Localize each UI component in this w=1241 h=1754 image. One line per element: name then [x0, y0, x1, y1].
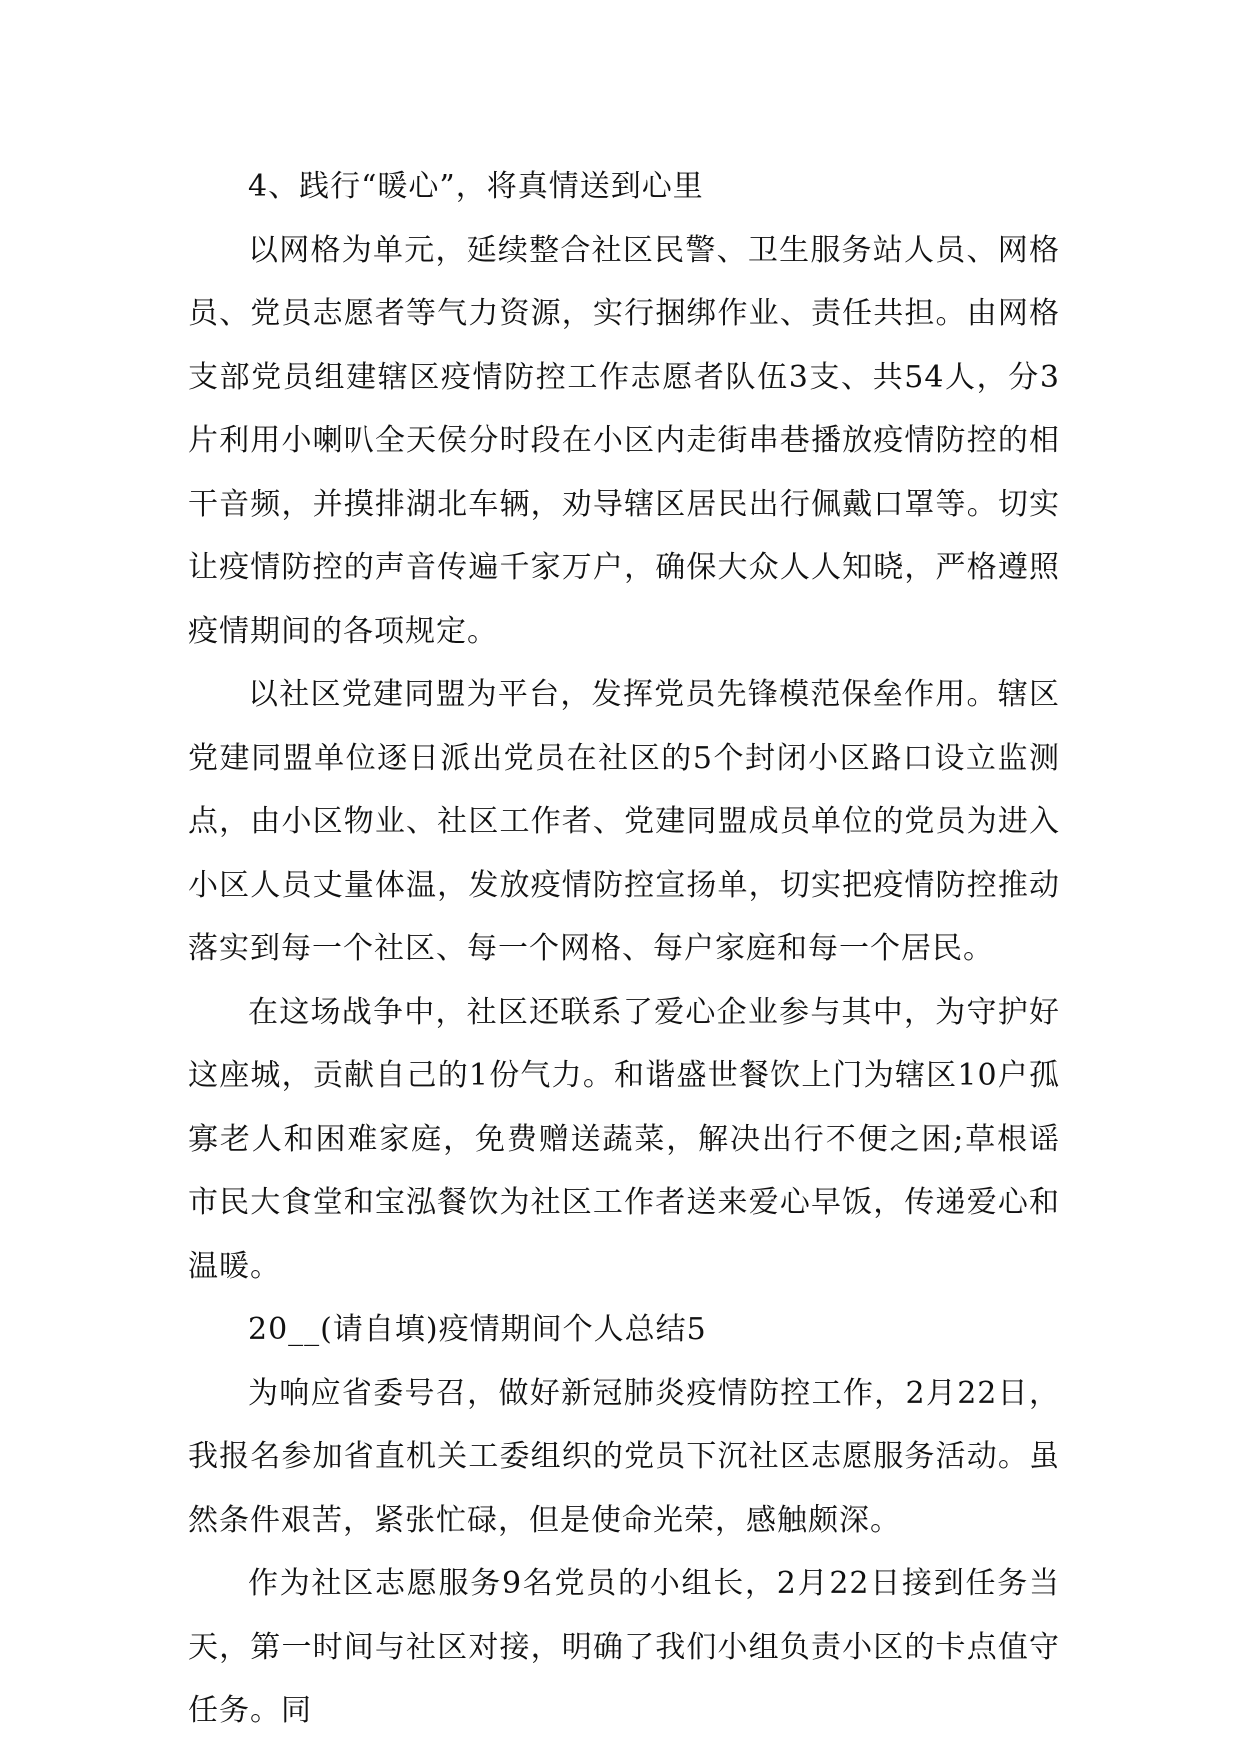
- document-body: [188, 155, 1060, 1743]
- paragraph: 为响应省委号召，做好新冠肺炎疫情防控工作，2月22日，我报名参加省直机关工委组织的党员下沉社区志愿服务活动。虽然条件艰苦，紧张忙碌，但是使命光荣，感触颇深。: [188, 1375, 1060, 1538]
- paragraph: 以社区党建同盟为平台，发挥党员先锋模范保垒作用。辖区党建同盟单位逐日派出党员在社区的5个封闭小区路口设立监测点，由小区物业、社区工作者、党建同盟成员单位的党员为进入小区人员丈量体温，发放疫情防控宣扬单，切实把疫情防控推动落实到每一个社区、每一个网格、每户家庭和每一个居民。: [188, 677, 1060, 966]
- section-title: 20__(请自填)疫情期间个人总结5: [248, 1312, 707, 1347]
- paragraph: 作为社区志愿服务9名党员的小组长，2月22日接到任务当天，第一时间与社区对接，明确了我们小组负责小区的卡点值守任务。同: [188, 1566, 1060, 1728]
- paragraph: 在这场战争中，社区还联系了爱心企业参与其中，为守护好这座城，贡献自己的1份气力。和谐盛世餐饮上门为辖区10户孤寡老人和困难家庭，免费赠送蔬菜，解决出行不便之困;草根谣市民大食堂和宝泓餐饮为社区工作者送来爱心早饭，传递爱心和温暖。: [188, 994, 1060, 1284]
- section-heading: 4、践行“暖心”，将真情送到心里: [248, 169, 704, 204]
- paragraph: 以网格为单元，延续整合社区民警、卫生服务站人员、网格员、党员志愿者等气力资源，实行捆绑作业、责任共担。由网格支部党员组建辖区疫情防控工作志愿者队伍3支、共54人，分3片利用小喇叭全天侯分时段在小区内走街串巷播放疫情防控的相干音频，并摸排湖北车辆，劝导辖区居民出行佩戴口罩等。切实让疫情防控的声音传遍千家万户，确保大众人人知晓，严格遵照疫情期间的各项规定。: [188, 232, 1060, 649]
